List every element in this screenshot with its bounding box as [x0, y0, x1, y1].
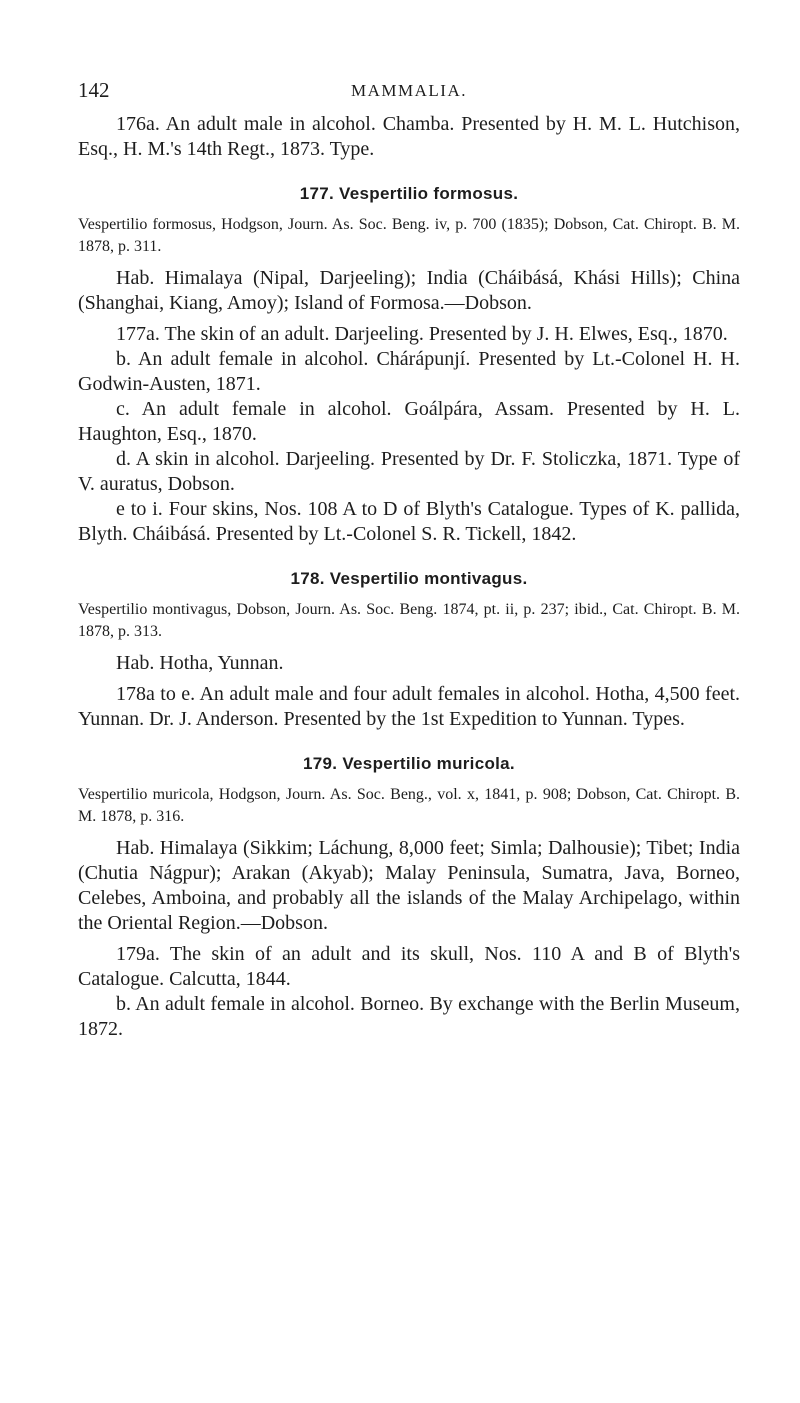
- page-number: 142: [78, 78, 110, 102]
- document-page: [78, 78, 740, 1042]
- species-heading-177: 177. Vespertilio formosus.: [299, 184, 519, 203]
- specimen-179a: 179a. The skin of an adult and its skull, Nos. 110 A and B of Blyth's Catalogue. Calcutta, 1844.: [78, 943, 740, 990]
- species-heading-179: 179. Vespertilio muricola.: [303, 754, 515, 773]
- running-head: MAMMALIA.: [351, 81, 467, 100]
- synonymy-177: Vespertilio formosus, Hodgson, Journ. As. Soc. Beng. iv, p. 700 (1835); Dobson, Cat. Chiropt. B. M. 1878, p. 311.: [78, 216, 740, 255]
- specimen-177e-i: e to i. Four skins, Nos. 108 A to D of Blyth's Catalogue. Types of K. pallida, Blyth. Cháibásá. Presented by Lt.-Colonel S. R. Tickell, 1842.: [78, 498, 740, 545]
- specimen-176a: 176a. An adult male in alcohol. Chamba. Presented by H. M. L. Hutchison, Esq., H. M.'s 14th Regt., 1873. Type.: [78, 113, 740, 160]
- species-heading-178: 178. Vespertilio montivagus.: [290, 569, 528, 588]
- specimen-177b: b. An adult female in alcohol. Chárápunjí. Presented by Lt.-Colonel H. H. Godwin-Austen, 1871.: [78, 348, 740, 395]
- habitat-178: Hab. Hotha, Yunnan.: [116, 652, 284, 674]
- specimen-177c: c. An adult female in alcohol. Goálpára, Assam. Presented by H. L. Haughton, Esq., 1870.: [78, 398, 740, 445]
- specimen-178a-e: 178a to e. An adult male and four adult females in alcohol. Hotha, 4,500 feet. Yunnan. Dr. J. Anderson. Presented by the 1st Expedition to Yunnan. Types.: [78, 683, 740, 730]
- specimen-179b: b. An adult female in alcohol. Borneo. By exchange with the Berlin Museum, 1872.: [78, 993, 740, 1040]
- synonymy-178: Vespertilio montivagus, Dobson, Journ. As. Soc. Beng. 1874, pt. ii, p. 237; ibid., Cat. Chiropt. B. M. 1878, p. 313.: [78, 601, 740, 640]
- page-header: [78, 78, 740, 112]
- synonymy-179: Vespertilio muricola, Hodgson, Journ. As. Soc. Beng., vol. x, 1841, p. 908; Dobson, Cat. Chiropt. B. M. 1878, p. 316.: [78, 786, 740, 825]
- habitat-177: Hab. Himalaya (Nipal, Darjeeling); India (Cháibásá, Khási Hills); China (Shanghai, Kiang, Amoy); Island of Formosa.—Dobson.: [78, 267, 740, 314]
- specimen-177d: d. A skin in alcohol. Darjeeling. Presented by Dr. F. Stoliczka, 1871. Type of V. auratus, Dobson.: [78, 448, 740, 495]
- specimen-177a: 177a. The skin of an adult. Darjeeling. Presented by J. H. Elwes, Esq., 1870.: [116, 323, 728, 345]
- habitat-179: Hab. Himalaya (Sikkim; Láchung, 8,000 feet; Simla; Dalhousie); Tibet; India (Chutia Nágpur); Arakan (Akyab); Malay Peninsula, Sumatra, Java, Borneo, Celebes, Amboina, and probably all the islands of the Malay Archipelago, within the Oriental Region.—Dobson.: [78, 837, 740, 934]
